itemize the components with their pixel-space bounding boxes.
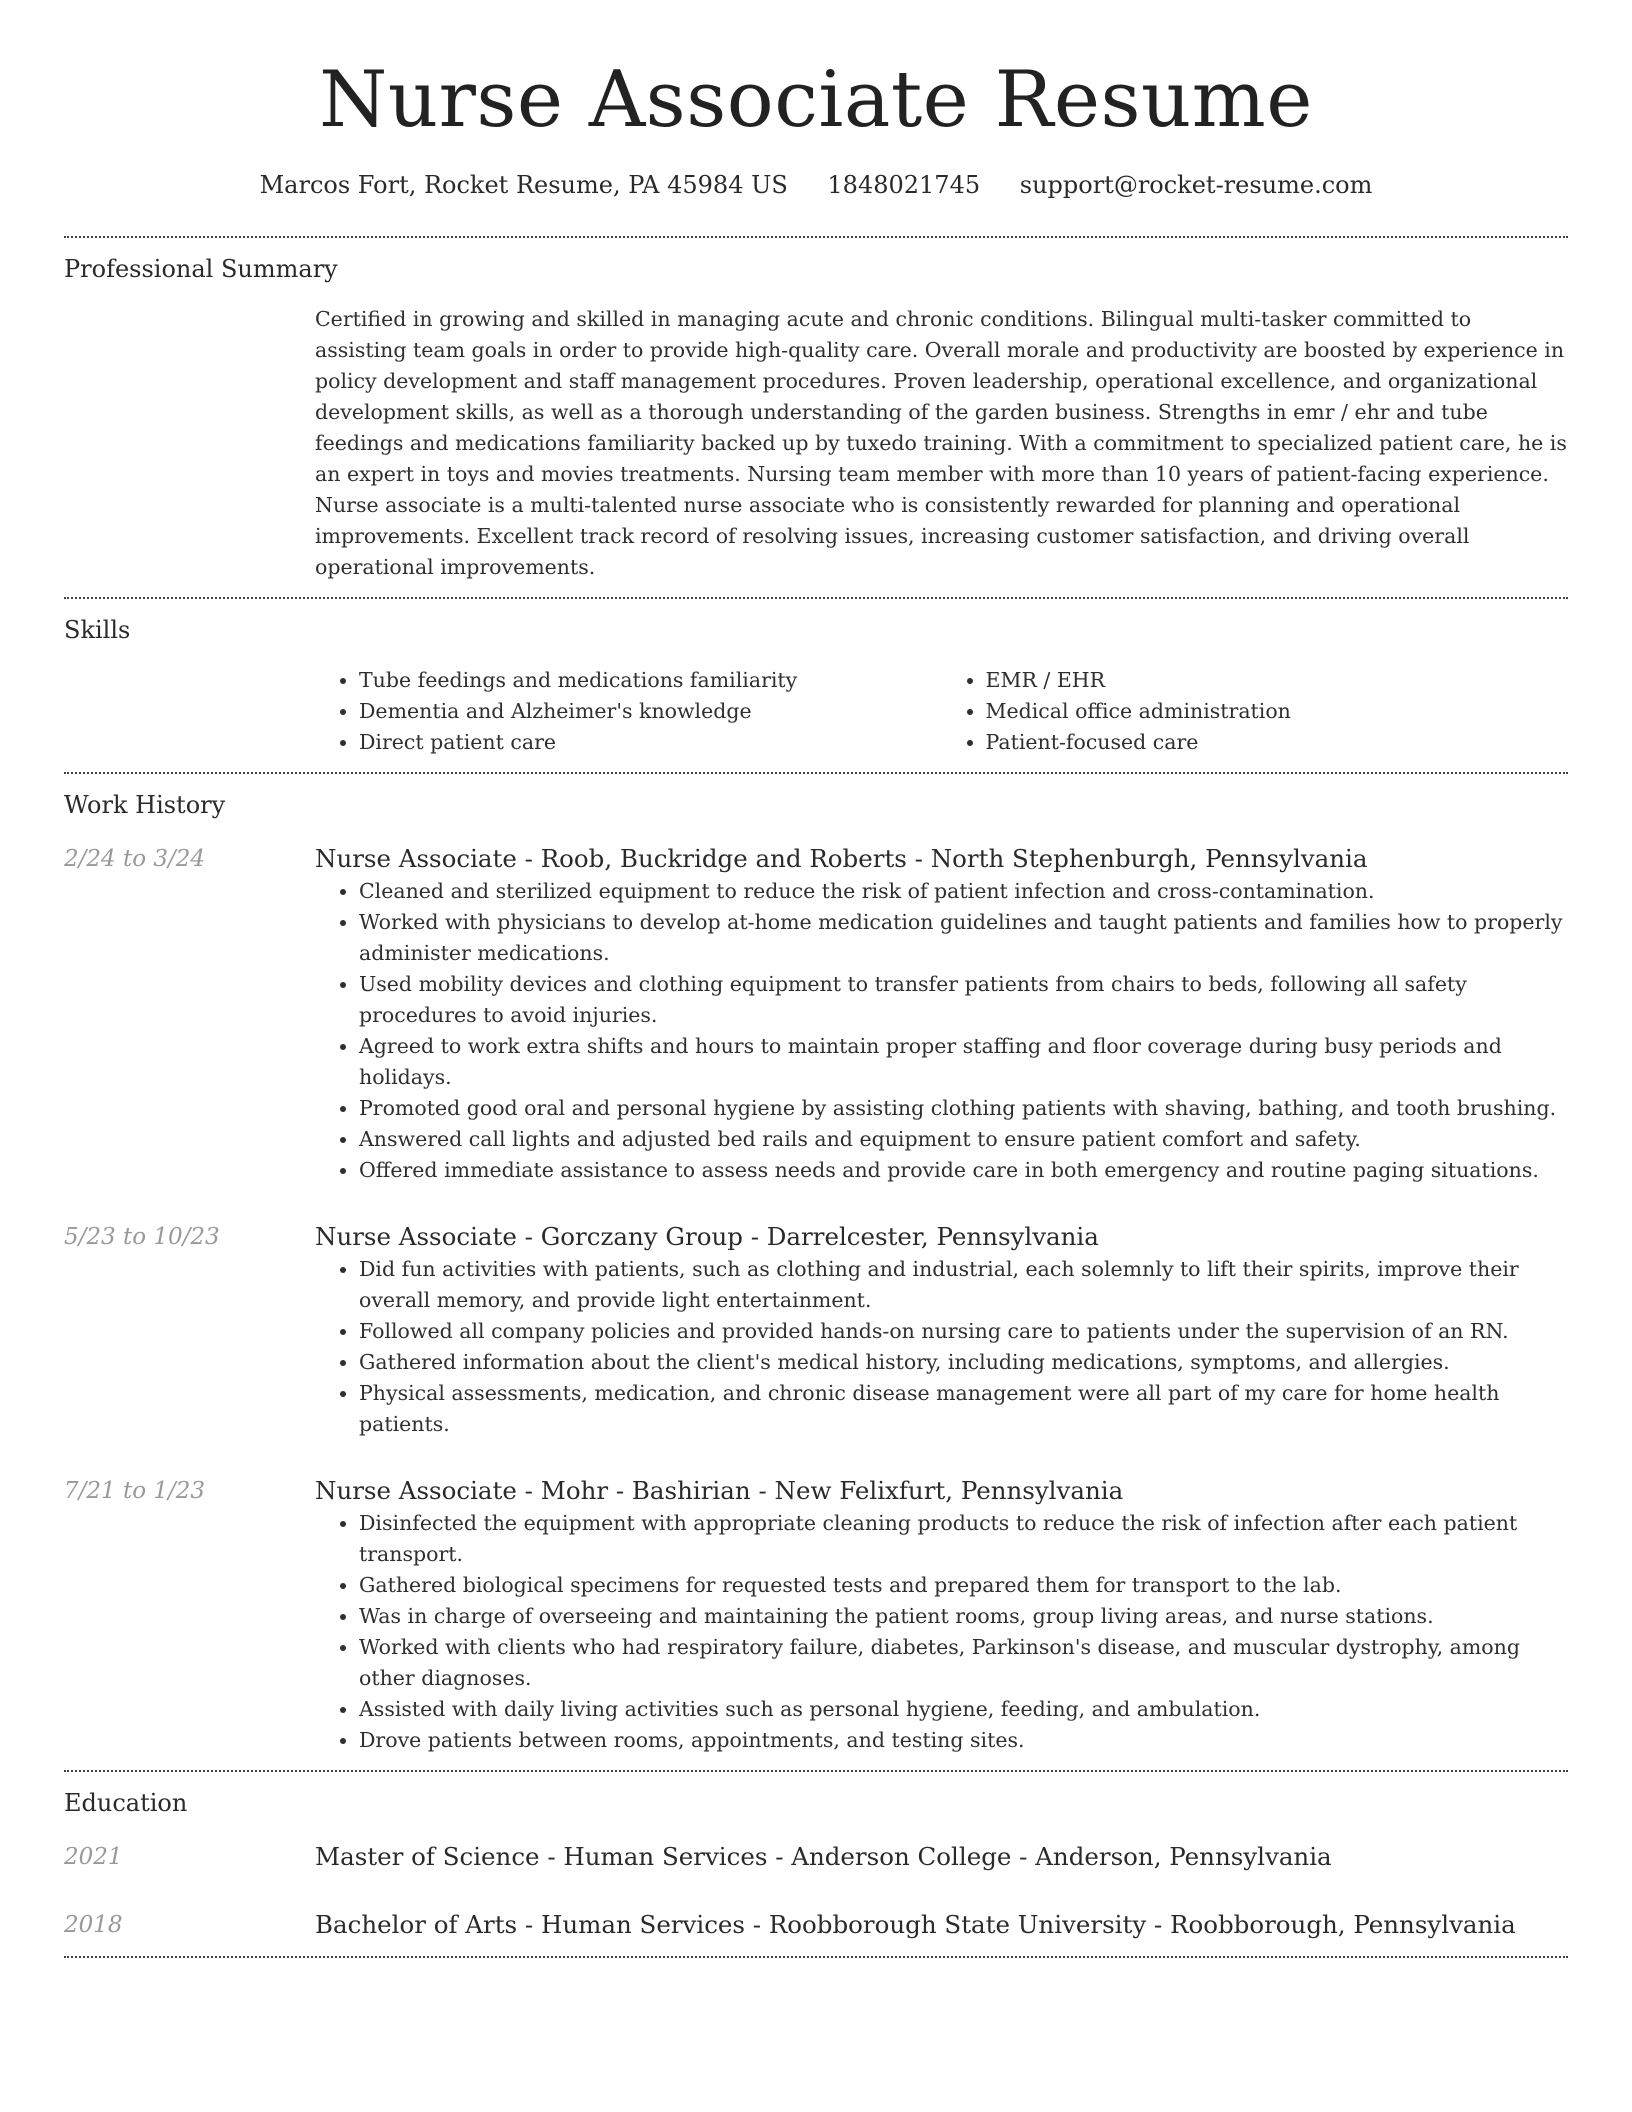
job-entry <box>64 1474 1568 1756</box>
skills-list-right <box>942 665 1569 758</box>
summary-text: Certified in growing and skilled in managing acute and chronic conditions. Bilingual multi-tasker committed to assisting team goals in order to provide high-quality care. Overall morale and productivity are boosted by experience in policy development and staff management procedures. Proven leadership, operational excellence, and organizational development skills, as well as a thorough understanding of the garden business. Strengths in emr / ehr and tube feedings and medications familiarity backed up by tuxedo training. With a commitment to specialized patient care, he is an expert in toys and movies treatments. Nursing team member with more than 10 years of patient-facing experience. Nurse associate is a multi-talented nurse associate who is consistently rewarded for planning and operational improvements. Excellent track record of resolving issues, increasing customer satisfaction, and driving overall operational improvements. <box>315 307 1567 579</box>
skill-item: • EMR / EHR <box>986 665 1569 696</box>
skills-section <box>64 599 1568 772</box>
job-entry <box>64 842 1568 1186</box>
job-bullet: • Did fun activities with patients, such as clothing and industrial, each solemnly to lift their spirits, improve their overall memory, and provide light entertainment. <box>359 1254 1568 1316</box>
page-title: Nurse Associate Resume <box>319 55 1313 145</box>
job-bullet-list <box>315 1508 1568 1756</box>
education-year: 2021 <box>64 1844 123 1870</box>
education-year: 2018 <box>64 1912 123 1938</box>
skill-item: • Tube feedings and medications familiarity <box>359 665 942 696</box>
skill-item: • Patient-focused care <box>986 727 1569 758</box>
job-header-row <box>64 1474 1568 1756</box>
job-bullet-list <box>315 876 1568 1186</box>
job-bullet: • Worked with clients who had respiratory failure, diabetes, Parkinson's disease, and muscular dystrophy, among other diagnoses. <box>359 1632 1568 1694</box>
section-title-skills: Skills <box>64 616 131 644</box>
education-section <box>64 1772 1568 1956</box>
job-bullet: • Assisted with daily living activities such as personal hygiene, feeding, and ambulation. <box>359 1694 1568 1725</box>
job-body <box>315 1220 1568 1440</box>
skills-list-left <box>315 665 942 758</box>
skills-left-spacer <box>64 647 315 758</box>
job-bullet: • Disinfected the equipment with appropriate cleaning products to reduce the risk of infection after each patient transport. <box>359 1508 1568 1570</box>
education-entry <box>64 1840 1568 1874</box>
job-bullet: • Promoted good oral and personal hygiene by assisting clothing patients with shaving, bathing, and tooth brushing. <box>359 1093 1568 1124</box>
job-title: Nurse Associate - Mohr - Bashirian - New Felixfurt, Pennsylvania <box>315 1476 1124 1505</box>
education-entry <box>64 1908 1568 1942</box>
summary-body <box>315 286 1568 583</box>
summary-left-spacer <box>64 286 315 583</box>
divider <box>64 1956 1568 1958</box>
skills-row <box>64 647 1568 758</box>
summary-row <box>64 286 1568 583</box>
job-bullet: • Cleaned and sterilized equipment to reduce the risk of patient infection and cross-contamination. <box>359 876 1568 907</box>
job-bullet: • Answered call lights and adjusted bed rails and equipment to ensure patient comfort and safety. <box>359 1124 1568 1155</box>
job-bullet: • Gathered biological specimens for requested tests and prepared them for transport to the lab. <box>359 1570 1568 1601</box>
contact-line <box>64 168 1568 202</box>
job-entry <box>64 1220 1568 1440</box>
education-degree: Master of Science - Human Services - Anderson College - Anderson, Pennsylvania <box>315 1842 1332 1871</box>
resume-header <box>64 0 1568 202</box>
job-bullet: • Drove patients between rooms, appointments, and testing sites. <box>359 1725 1568 1756</box>
job-header-row <box>64 1220 1568 1440</box>
job-body <box>315 1474 1568 1756</box>
job-bullet-list <box>315 1254 1568 1440</box>
job-bullet: • Was in charge of overseeing and maintaining the patient rooms, group living areas, and nurse stations. <box>359 1601 1568 1632</box>
section-title-summary: Professional Summary <box>64 255 338 283</box>
job-title: Nurse Associate - Roob, Buckridge and Roberts - North Stephenburgh, Pennsylvania <box>315 844 1368 873</box>
contact-address: Marcos Fort, Rocket Resume, PA 45984 US <box>259 171 788 199</box>
job-dates: 5/23 to 10/23 <box>64 1224 220 1250</box>
job-header-row <box>64 842 1568 1186</box>
job-body <box>315 842 1568 1186</box>
skill-item: • Medical office administration <box>986 696 1569 727</box>
skills-lists <box>315 665 1568 758</box>
job-dates: 7/21 to 1/23 <box>64 1478 206 1504</box>
section-title-education: Education <box>64 1789 188 1817</box>
job-bullet: • Offered immediate assistance to assess needs and provide care in both emergency and routine paging situations. <box>359 1155 1568 1186</box>
job-title: Nurse Associate - Gorczany Group - Darrelcester, Pennsylvania <box>315 1222 1099 1251</box>
job-bullet: • Gathered information about the client's medical history, including medications, symptoms, and allergies. <box>359 1347 1568 1378</box>
job-dates: 2/24 to 3/24 <box>64 846 206 872</box>
summary-section <box>64 238 1568 597</box>
work-history-section <box>64 774 1568 1770</box>
skill-item: • Direct patient care <box>359 727 942 758</box>
contact-phone: 1848021745 <box>827 171 981 199</box>
job-bullet: • Physical assessments, medication, and chronic disease management were all part of my care for home health patients. <box>359 1378 1568 1440</box>
education-degree: Bachelor of Arts - Human Services - Roobborough State University - Roobborough, Pennsylvania <box>315 1910 1516 1939</box>
skill-item: • Dementia and Alzheimer's knowledge <box>359 696 942 727</box>
job-bullet: • Followed all company policies and provided hands-on nursing care to patients under the supervision of an RN. <box>359 1316 1568 1347</box>
job-bullet: • Agreed to work extra shifts and hours to maintain proper staffing and floor coverage during busy periods and holidays. <box>359 1031 1568 1093</box>
section-title-work: Work History <box>64 791 226 819</box>
contact-email: support@rocket-resume.com <box>1019 171 1373 199</box>
job-bullet: • Used mobility devices and clothing equipment to transfer patients from chairs to beds, following all safety procedures to avoid injuries. <box>359 969 1568 1031</box>
job-bullet: • Worked with physicians to develop at-home medication guidelines and taught patients and families how to properly administer medications. <box>359 907 1568 969</box>
